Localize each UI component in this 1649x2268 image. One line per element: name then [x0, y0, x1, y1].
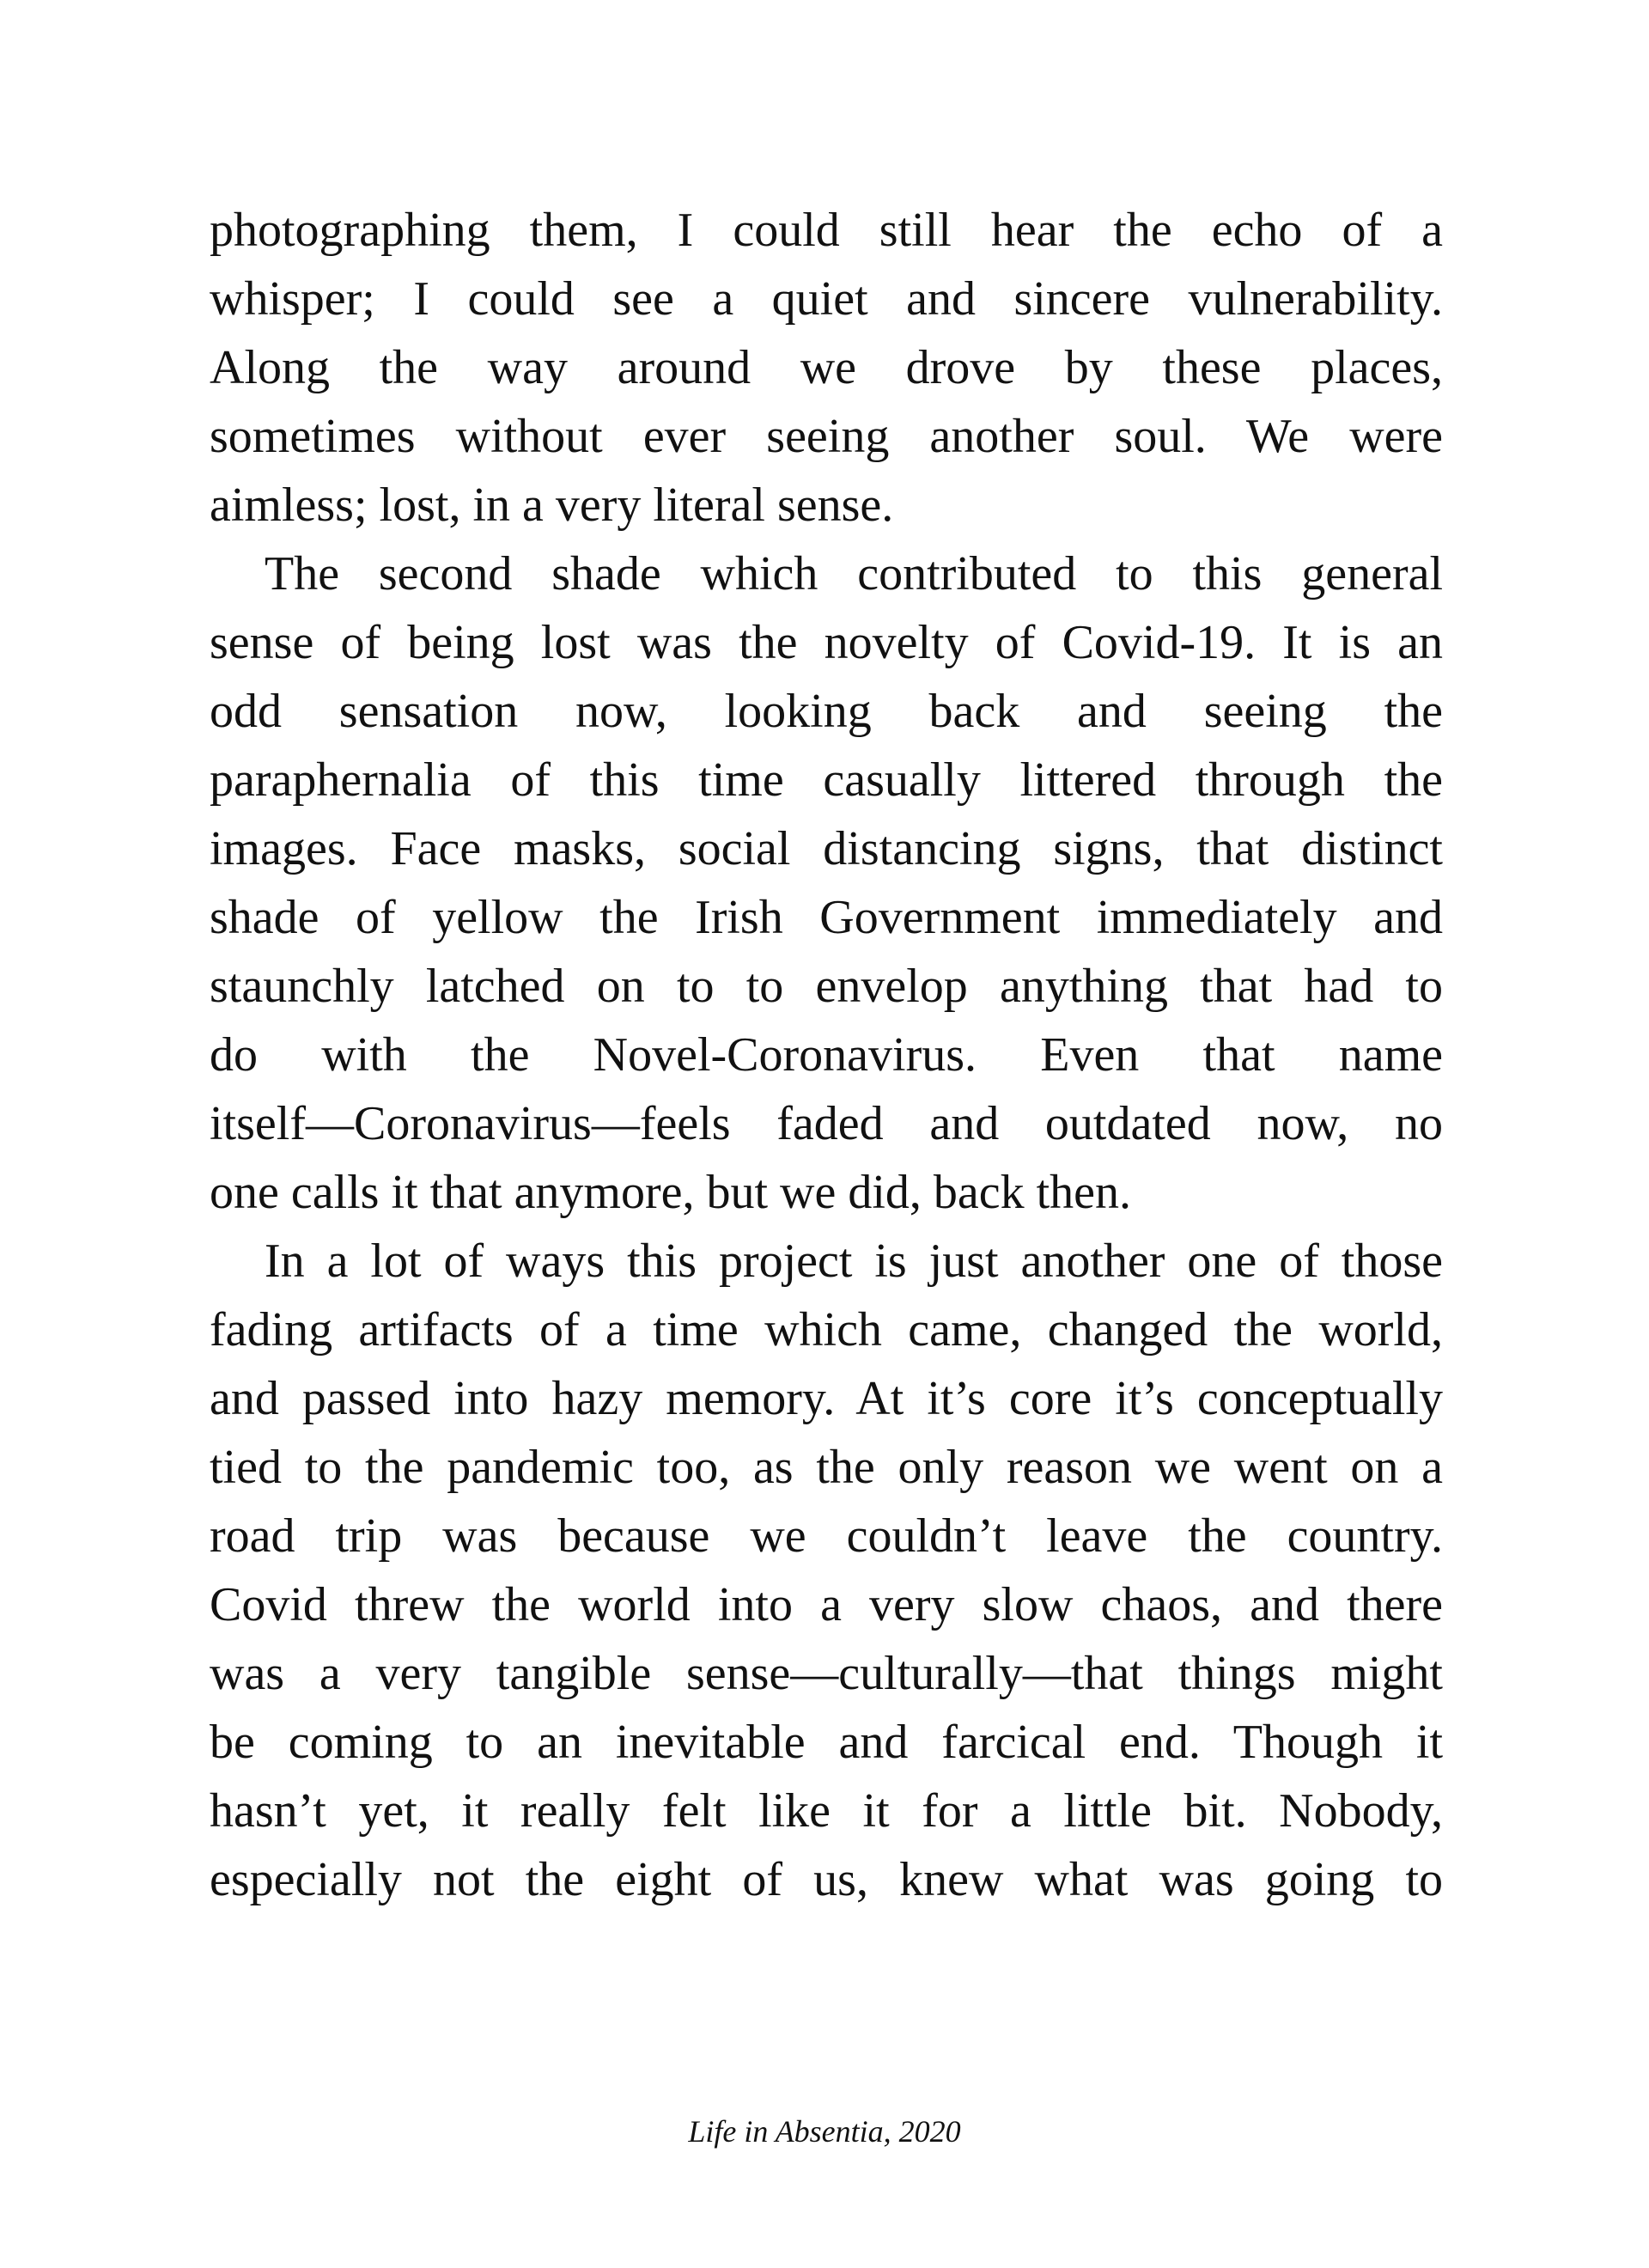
- paragraph: [210, 196, 1443, 540]
- text-line: paraphernalia of this time casually littered through the: [210, 753, 1443, 807]
- text-line: staunchly latched on to to envelop anything that had to: [210, 960, 1443, 1013]
- text-line: shade of yellow the Irish Government immediately and: [210, 891, 1443, 944]
- text-line: be coming to an inevitable and farcical end. Though it: [210, 1716, 1443, 1769]
- text-line: do with the Novel-Coronavirus. Even that name: [210, 1028, 1443, 1082]
- text-line: Covid threw the world into a very slow chaos, and there: [210, 1578, 1443, 1631]
- text-line: especially not the eight of us, knew what was going to: [210, 1853, 1443, 1906]
- text-line: whisper; I could see a quiet and sincere vulnerability.: [210, 272, 1443, 326]
- text-line: odd sensation now, looking back and seeing the: [210, 685, 1443, 738]
- text-line: Along the way around we drove by these places,: [210, 341, 1443, 394]
- text-line: hasn’t yet, it really felt like it for a little bit. Nobody,: [210, 1784, 1443, 1838]
- text-line: one calls it that anymore, but we did, back then.: [210, 1166, 1132, 1219]
- text-line: and passed into hazy memory. At it’s core it’s conceptually: [210, 1372, 1443, 1425]
- text-line: In a lot of ways this project is just another one of those: [265, 1235, 1443, 1288]
- body-text: [210, 196, 1443, 1914]
- text-line: images. Face masks, social distancing signs, that distinct: [210, 822, 1443, 875]
- text-line: aimless; lost, in a very literal sense.: [210, 479, 894, 532]
- text-line: The second shade which contributed to this general: [265, 547, 1443, 601]
- paragraph: [210, 540, 1443, 1227]
- text-line: photographing them, I could still hear the echo of a: [210, 204, 1443, 257]
- text-line: sense of being lost was the novelty of Covid-19. It is an: [210, 616, 1443, 669]
- text-line: tied to the pandemic too, as the only reason we went on a: [210, 1441, 1443, 1494]
- text-line: sometimes without ever seeing another soul. We were: [210, 410, 1443, 463]
- text-line: road trip was because we couldn’t leave the country.: [210, 1509, 1443, 1563]
- text-line: fading artifacts of a time which came, changed the world,: [210, 1303, 1443, 1357]
- text-line: was a very tangible sense—culturally—that things might: [210, 1647, 1443, 1700]
- text-line: itself—Coronavirus—feels faded and outdated now, no: [210, 1097, 1443, 1150]
- page-footer-caption: Life in Absentia, 2020: [688, 2114, 961, 2149]
- paragraph: [210, 1227, 1443, 1914]
